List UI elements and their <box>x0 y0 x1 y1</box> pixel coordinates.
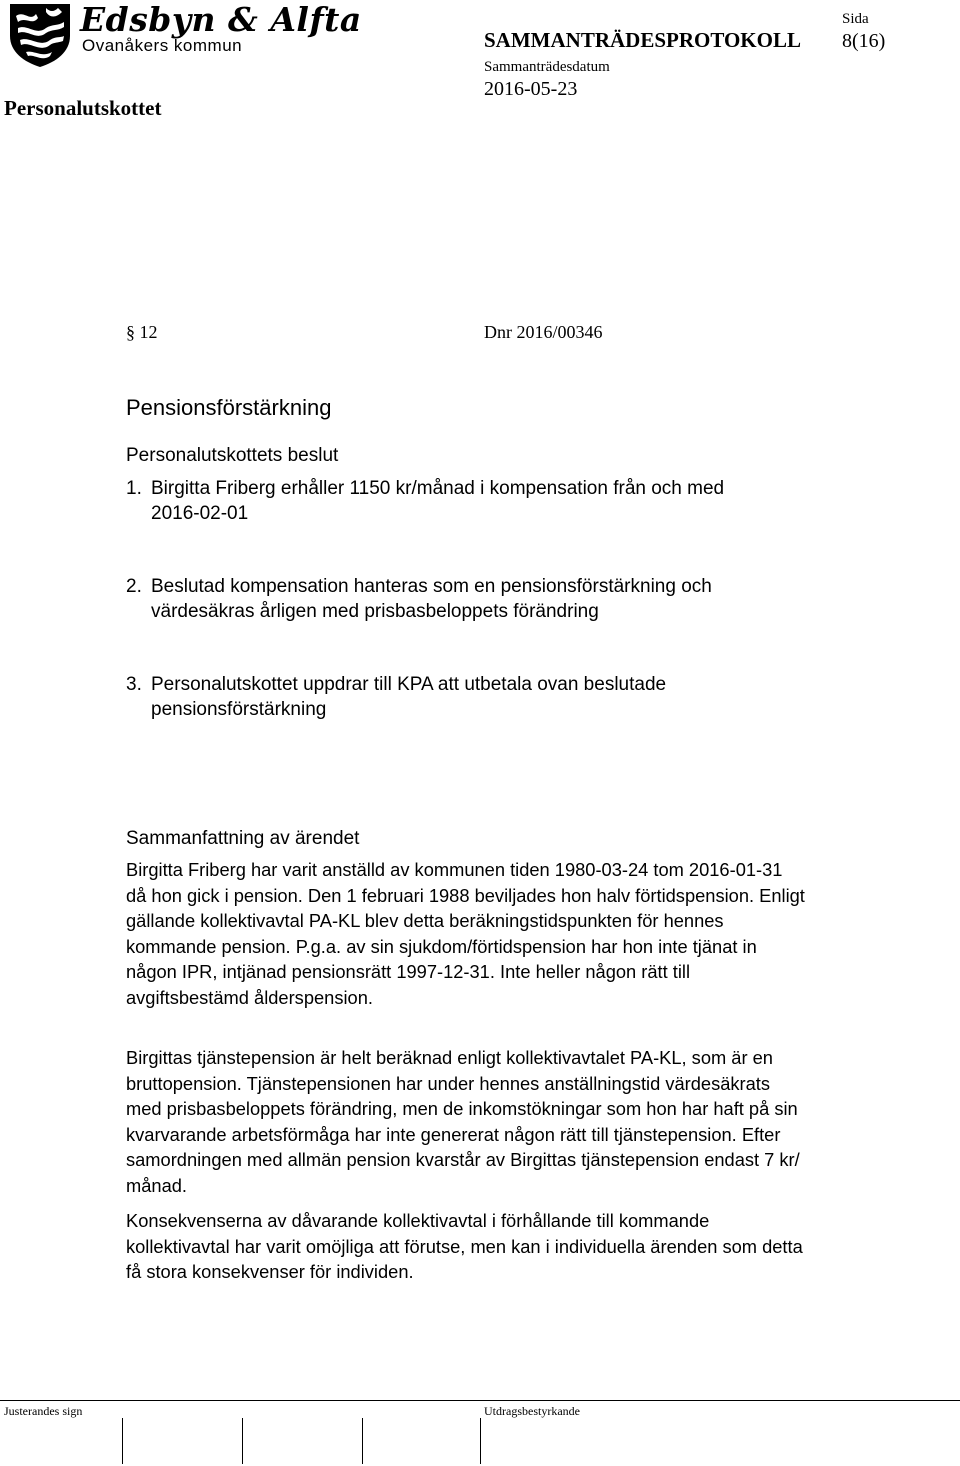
footer-divider <box>0 1400 960 1401</box>
decision-item <box>126 476 766 526</box>
department-name: Personalutskottet <box>4 96 162 120</box>
signature-box-divider <box>242 1418 243 1464</box>
summary-paragraph: Birgittas tjänstepension är helt beräknad enligt kollektivavtalet PA-KL, som är en bruttopension. Tjänstepensionen har under hennes anställningstid värdesäkrats med prisbasbeloppets förändring, men de inkomstökningar som hon har haft på sin kvarvarande arbetsförmåga har inte genererat någon rätt till tjänstepension. Efter samordningen med allmän pension kvarstår av Birgittas tjänstepension endast 7 kr/ månad. <box>126 1047 800 1196</box>
signature-label: Justerandes sign <box>4 1404 83 1418</box>
logo-subtitle: Ovanåkers kommun <box>82 36 243 55</box>
document-title: SAMMANTRÄDESPROTOKOLL <box>484 28 801 52</box>
matter-title: Pensionsförstärkning <box>126 395 332 420</box>
page-number: 8(16) <box>842 30 886 52</box>
signature-box-divider <box>480 1418 481 1464</box>
meeting-date-label: Sammanträdesdatum <box>484 59 610 75</box>
decision-item-number: 1. <box>126 478 142 499</box>
decision-item <box>126 672 766 722</box>
decision-item-text: Birgitta Friberg erhåller 1150 kr/månad i kompensation från och med 2016-02-01 <box>151 478 725 524</box>
summary-heading: Sammanfattning av ärendet <box>126 828 360 849</box>
decision-item-text: Beslutad kompensation hanteras som en pensionsförstärkning och värdesäkras årligen med prisbasbeloppets förändring <box>151 576 712 622</box>
decision-item-text: Personalutskottet uppdrar till KPA att utbetala ovan beslutade pensionsförstärkning <box>151 674 667 720</box>
page-label: Sida <box>842 11 869 27</box>
decision-heading: Personalutskottets beslut <box>126 445 339 466</box>
decision-item <box>126 574 766 624</box>
diary-number: Dnr 2016/00346 <box>484 322 603 342</box>
signature-box-divider <box>122 1418 123 1464</box>
paragraph-number: § 12 <box>126 322 158 342</box>
decision-item-number: 3. <box>126 674 142 695</box>
summary-paragraph: Konsekvenserna av dåvarande kollektivavtal i förhållande till kommande kollektivavtal har varit omöjliga att förutse, men kan i individuella ärenden som detta få stora konsekvenser för individen. <box>126 1210 803 1282</box>
certification-label: Utdragsbestyrkande <box>484 1404 580 1418</box>
municipality-logo-shield <box>6 2 74 68</box>
meeting-date: 2016-05-23 <box>484 78 578 100</box>
signature-box-divider <box>362 1418 363 1464</box>
shield-icon <box>6 2 74 68</box>
logo-wordmark: Edsbyn & Alfta <box>80 0 362 39</box>
summary-paragraph: Birgitta Friberg har varit anställd av kommunen tiden 1980-03-24 tom 2016-01-31 då hon gick i pension. Den 1 februari 1988 beviljades hon halv förtidspension. Enligt gällande kollektivavtal PA-KL blev detta beräkningstidspunkten för hennes kommande pension. P.g.a. av sin sjukdom/förtidspension har hon inte tjänat in någon IPR, intjänad pensionsrätt 1997-12-31. Inte heller någon rätt till avgiftsbestämd ålderspension. <box>126 859 805 1008</box>
decision-item-number: 2. <box>126 576 142 597</box>
